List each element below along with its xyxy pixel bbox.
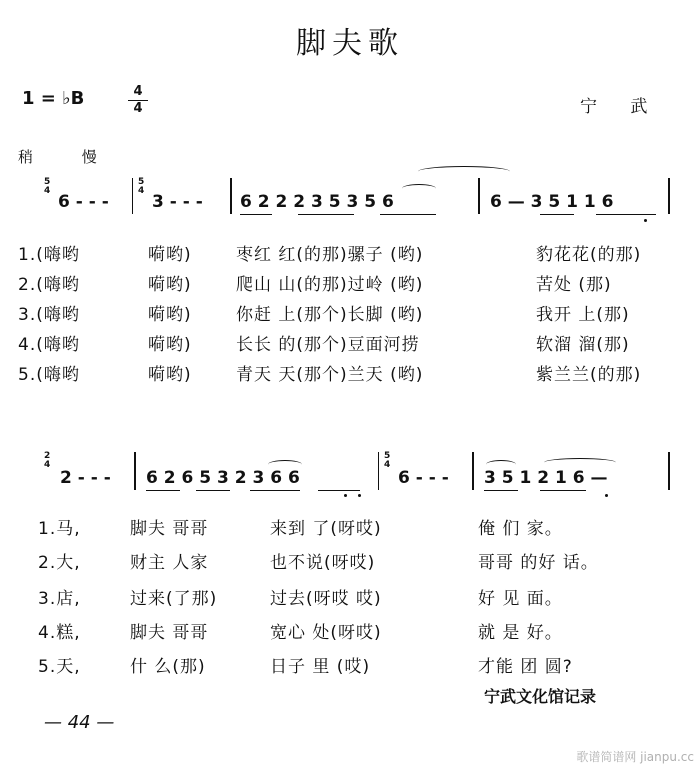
lyric-cell: 哥哥 的好 话。 (478, 553, 599, 573)
lyric-cell: 嗬哟) (148, 275, 192, 295)
beam (380, 214, 436, 215)
bar-line (230, 178, 232, 214)
transcription-credit: 宁武文化馆记录 (484, 687, 597, 706)
beam (250, 490, 300, 491)
lyric-cell: 日子 里 (哎) (270, 657, 371, 677)
bar-line (668, 452, 670, 490)
row1-segment-4: 6 — 3 5 1 1 6 (490, 192, 614, 212)
beam (196, 490, 230, 491)
lyric-cell: 5.天, (38, 657, 81, 677)
page-number: — 44 — (44, 712, 115, 733)
lyric-cell: 好 见 面。 (478, 589, 563, 609)
row1-segment-3: 6 2 2 2 3 5 3 5 6 (240, 192, 394, 212)
lyric-cell: 爬山 山(的那)过岭 (哟) (236, 275, 424, 295)
lyric-cell: 长长 的(那个)豆面河捞 (236, 335, 420, 355)
lyric-cell: 过来(了那) (130, 589, 218, 609)
bar-line (472, 452, 474, 490)
row2-segment-2: 6 2 6 5 3 2 3 6 6 (146, 468, 300, 488)
bar-line (134, 452, 136, 490)
watermark: 歌谱简谱网 jianpu.cc (576, 750, 694, 764)
lyric-cell: 豹花花(的那) (536, 245, 642, 265)
low-dot (358, 494, 361, 497)
lyric-cell: 我开 上(那) (536, 305, 630, 325)
lyric-cell: 来到 了(呀哎) (270, 519, 382, 539)
lyric-cell: 4.(嗨哟 (18, 335, 80, 355)
beam (240, 214, 272, 215)
lyric-cell: 5.(嗨哟 (18, 365, 80, 385)
lyric-cell: 宽心 处(呀哎) (270, 623, 382, 643)
lyric-cell: 嗬哟) (148, 365, 192, 385)
low-dot (644, 219, 647, 222)
row2-segment-1: 2 - - - (60, 468, 111, 488)
beam (596, 214, 656, 215)
lyric-cell: 过去(呀哎 哎) (270, 589, 382, 609)
lyric-cell: 青天 天(那个)兰天 (哟) (236, 365, 424, 385)
slur (486, 460, 516, 469)
song-title: 脚夫歌 (296, 26, 404, 61)
tempo-marking: 稍 慢 (18, 148, 119, 166)
lyric-cell: 就 是 好。 (478, 623, 563, 643)
row2-segment-4: 3 5 1 2 1 6 — (484, 468, 608, 488)
lyric-cell: 财主 人家 (130, 553, 209, 573)
lyric-cell: 俺 们 家。 (478, 519, 563, 539)
beam (318, 490, 360, 491)
lyric-cell: 嗬哟) (148, 305, 192, 325)
lyric-cell: 2.大, (38, 553, 81, 573)
lyric-cell: 苦处 (那) (536, 275, 612, 295)
tie (418, 166, 510, 177)
lyric-cell: 紫兰兰(的那) (536, 365, 642, 385)
bar-line (132, 178, 133, 214)
slur (544, 458, 616, 467)
bar-line (378, 452, 379, 490)
lyric-cell: 软溜 溜(那) (536, 335, 630, 355)
beam (298, 214, 354, 215)
row2-ts1: 2 4 (44, 451, 51, 470)
row1-segment-2: 3 - - - (152, 192, 203, 212)
lyric-cell: 2.(嗨哟 (18, 275, 80, 295)
row1-ts1: 5 4 (44, 177, 51, 196)
lyric-cell: 枣红 红(的那)骡子 (哟) (236, 245, 424, 265)
beam (540, 490, 586, 491)
key-signature: 1 = ♭B (22, 88, 85, 109)
time-top: 4 (133, 84, 143, 99)
low-dot (605, 494, 608, 497)
bar-line (478, 178, 480, 214)
lyric-cell: 你赶 上(那个)长脚 (哟) (236, 305, 424, 325)
beam (146, 490, 180, 491)
lyric-cell: 3.店, (38, 589, 81, 609)
time-signature (128, 84, 148, 117)
lyric-cell: 嗬哟) (148, 335, 192, 355)
row1-segment-1: 6 - - - (58, 192, 109, 212)
time-bottom: 4 (128, 100, 148, 117)
author: 宁 武 (580, 97, 662, 117)
lyric-cell: 嗬哟) (148, 245, 192, 265)
lyric-cell: 脚夫 哥哥 (130, 519, 209, 539)
beam (540, 214, 574, 215)
slur (402, 184, 436, 193)
lyric-cell: 什 么(那) (130, 657, 206, 677)
beam (484, 490, 518, 491)
row2-segment-3: 6 - - - (398, 468, 449, 488)
lyric-cell: 也不说(呀哎) (270, 553, 376, 573)
bar-line (668, 178, 670, 214)
lyric-cell: 脚夫 哥哥 (130, 623, 209, 643)
row1-ts2: 5 4 (138, 177, 145, 196)
lyric-cell: 1.马, (38, 519, 81, 539)
lyric-cell: 4.糕, (38, 623, 81, 643)
lyric-cell: 1.(嗨哟 (18, 245, 80, 265)
lyric-cell: 3.(嗨哟 (18, 305, 80, 325)
row2-ts2: 5 4 (384, 451, 391, 470)
low-dot (344, 494, 347, 497)
slur (268, 460, 302, 469)
lyric-cell: 才能 团 圆? (478, 657, 573, 677)
